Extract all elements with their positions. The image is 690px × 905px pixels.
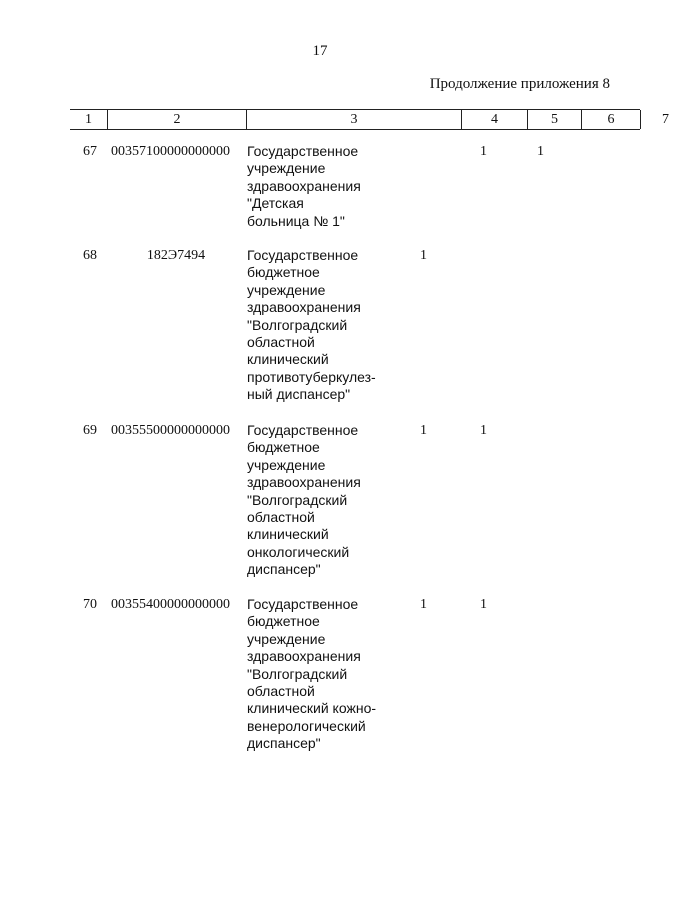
row-name-line: клинический кожно- [247, 700, 377, 717]
row-name [247, 143, 397, 230]
row-name [247, 247, 397, 404]
row-name-line: здравоохранения [247, 648, 361, 665]
row-code: 00355500000000000 [111, 423, 230, 438]
row-col-4: 1 [420, 423, 427, 438]
row-name-line: онкологический [247, 543, 350, 560]
row-name-line: Государственное [247, 143, 359, 159]
row-name-line: ный диспансер" [247, 386, 351, 403]
row-col-4: 1 [420, 597, 427, 612]
header-col-4: 4 [461, 110, 527, 129]
row-number: 70 [83, 597, 97, 612]
row-name-line: "Детская [247, 195, 304, 212]
row-name [247, 596, 397, 753]
row-col-5: 1 [480, 597, 487, 612]
row-name-line: бюджетное [247, 439, 320, 456]
header-col-6: 6 [581, 110, 640, 129]
row-name-line: больница № 1" [247, 212, 345, 229]
row-name-line: здравоохранения [247, 177, 361, 194]
header-col-5: 5 [527, 110, 581, 129]
row-name-line: "Волгоградский [247, 316, 348, 333]
header-col-2: 2 [107, 110, 246, 129]
row-name-line: учреждение [247, 630, 326, 647]
row-col-6: 1 [537, 144, 544, 159]
row-name-line: здравоохранения [247, 299, 361, 316]
row-name-line: "Волгоградский [247, 665, 348, 682]
row-col-4: 1 [420, 248, 427, 263]
row-number: 68 [83, 248, 97, 263]
header-col-3: 3 [246, 110, 461, 129]
row-name-line: "Волгоградский [247, 491, 348, 508]
row-name-line: областной [247, 683, 315, 700]
page-number: 17 [312, 43, 328, 59]
row-name [247, 422, 397, 579]
row-code: 182Э7494 [146, 248, 206, 263]
row-col-5: 1 [480, 144, 487, 159]
row-name-line: здравоохранения [247, 474, 361, 491]
row-name-line: диспансер" [247, 735, 321, 752]
row-name-line: диспансер" [247, 561, 321, 578]
row-code: 00355400000000000 [111, 597, 230, 612]
row-number: 67 [83, 144, 97, 159]
row-name-line: клинический [247, 526, 329, 543]
row-name-line: областной [247, 509, 315, 526]
row-col-5: 1 [480, 423, 487, 438]
header-col-7: 7 [640, 110, 690, 129]
row-name-line: учреждение [247, 281, 326, 298]
row-name-line: противотуберкулез- [247, 368, 376, 385]
header-col-1: 1 [85, 112, 92, 127]
row-name-line: Государственное [247, 596, 359, 612]
table-header [70, 109, 669, 130]
row-number: 69 [83, 423, 97, 438]
row-name-line: учреждение [247, 456, 326, 473]
row-name-line: бюджетное [247, 613, 320, 630]
row-name-line: областной [247, 334, 315, 351]
row-name-line: Государственное [247, 422, 359, 438]
row-name-line: бюджетное [247, 264, 320, 281]
row-name-line: учреждение [247, 160, 326, 177]
row-code: 00357100000000000 [111, 144, 230, 159]
continuation-title: Продолжение приложения 8 [429, 76, 610, 92]
row-name-line: клинический [247, 351, 329, 368]
row-name-line: Государственное [247, 247, 359, 263]
row-name-line: венерологический [247, 717, 366, 734]
